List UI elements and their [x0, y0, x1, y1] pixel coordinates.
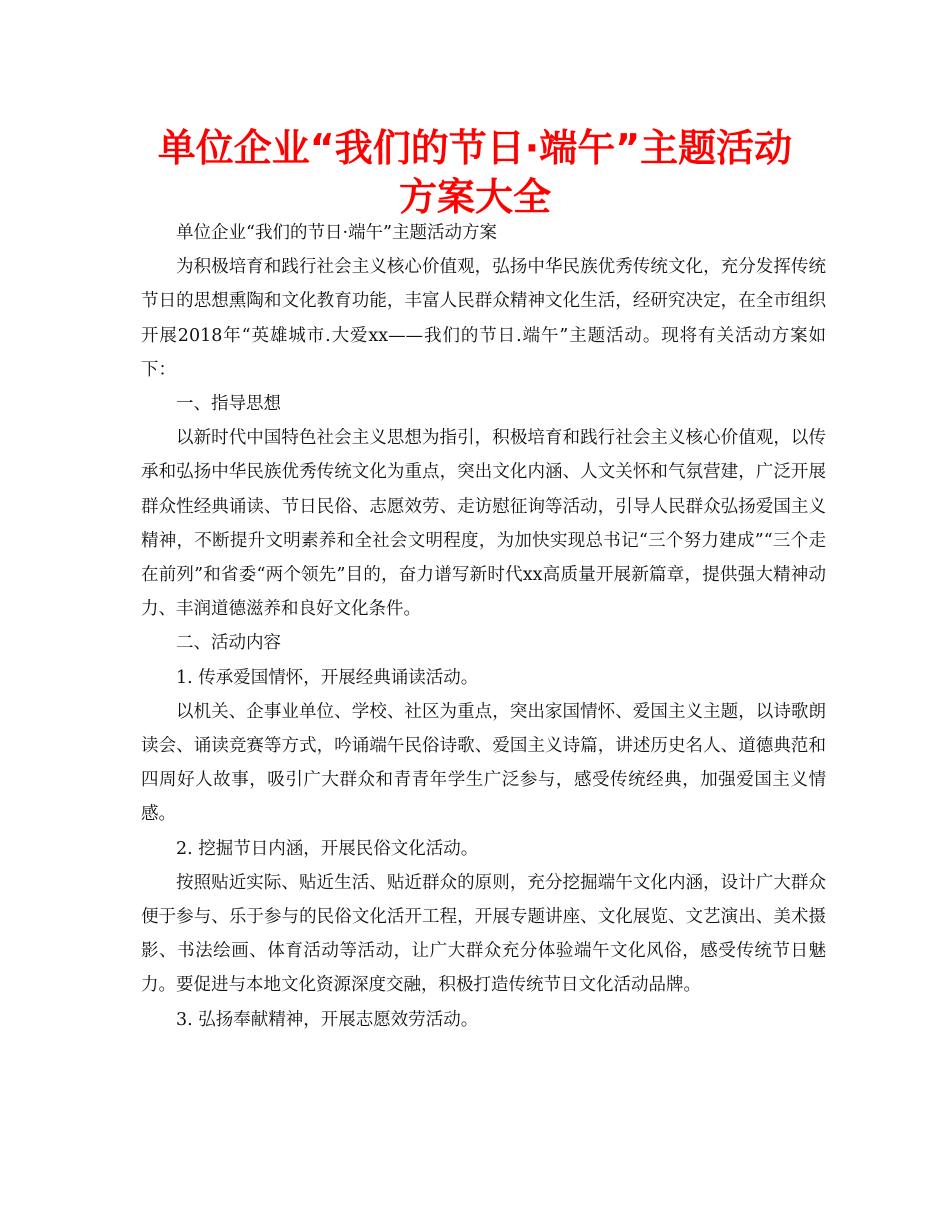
- item-heading-1: 1. 传承爱国情怀，开展经典诵读活动。: [176, 667, 479, 688]
- item-heading-3: 3. 弘扬奉献精神，开展志愿效劳活动。: [176, 1009, 479, 1030]
- paragraph-intro: 为积极培育和践行社会主义核心价值观，弘扬中华民族优秀传统文化，充分发挥传统节日的思想熏陶和文化教育功能，丰富人民群众精神文化生活，经研究决定，在全市组织开展2018年“英雄城市.大爱xx——我们的节日.端午”主题活动。现将有关活动方案如下：: [141, 257, 826, 380]
- item-heading-2: 2. 挖掘节日内涵，开展民俗文化活动。: [176, 838, 479, 859]
- paragraph-subtitle: 单位企业“我们的节日·端午”主题活动方案: [176, 223, 497, 243]
- section-heading-activity-content: 二、活动内容: [176, 633, 281, 654]
- paragraph-item-2: 按照贴近实际、贴近生活、贴近群众的原则，充分挖掘端午文化内涵，设计广大群众便于参与、乐于参与的民俗文化活开工程，开展专题讲座、文化展览、文艺演出、美术摄影、书法绘画、体育活动等活动，让广大群众充分体验端午文化风俗，感受传统节日魅力。要促进与本地文化资源深度交融，积极打造传统节日文化活动品牌。: [141, 872, 826, 996]
- paragraph-guiding-thought: 以新时代中国特色社会主义思想为指引，积极培育和践行社会主义核心价值观，以传承和弘扬中华民族优秀传统文化为重点，突出文化内涵、人文关怀和气氛营建，广泛开展群众性经典诵读、节日民俗、志愿效劳、走访慰征询等活动，引导人民群众弘扬爱国主义精神，不断提升文明素养和全社会文明程度，为加快实现总书记“三个努力建成”“三个走在前列”和省委“两个领先”目的，奋力谱写新时代xx高质量开展新篇章，提供强大精神动力、丰润道德滋养和良好文化条件。: [141, 428, 826, 620]
- document-body: [141, 216, 826, 1037]
- document-title: 单位企业“我们的节日·端午”主题活动方案大全: [157, 126, 793, 219]
- paragraph-item-1: 以机关、企事业单位、学校、社区为重点，突出家国情怀、爱国主义主题，以诗歌朗读会、诵读竞赛等方式，吟诵端午民俗诗歌、爱国主义诗篇，讲述历史名人、道德典范和四周好人故事，吸引广大群众和青青年学生广泛参与，感受传统经典，加强爱国主义情感。: [141, 701, 826, 825]
- section-heading-guiding-thought: 一、指导思想: [176, 394, 281, 415]
